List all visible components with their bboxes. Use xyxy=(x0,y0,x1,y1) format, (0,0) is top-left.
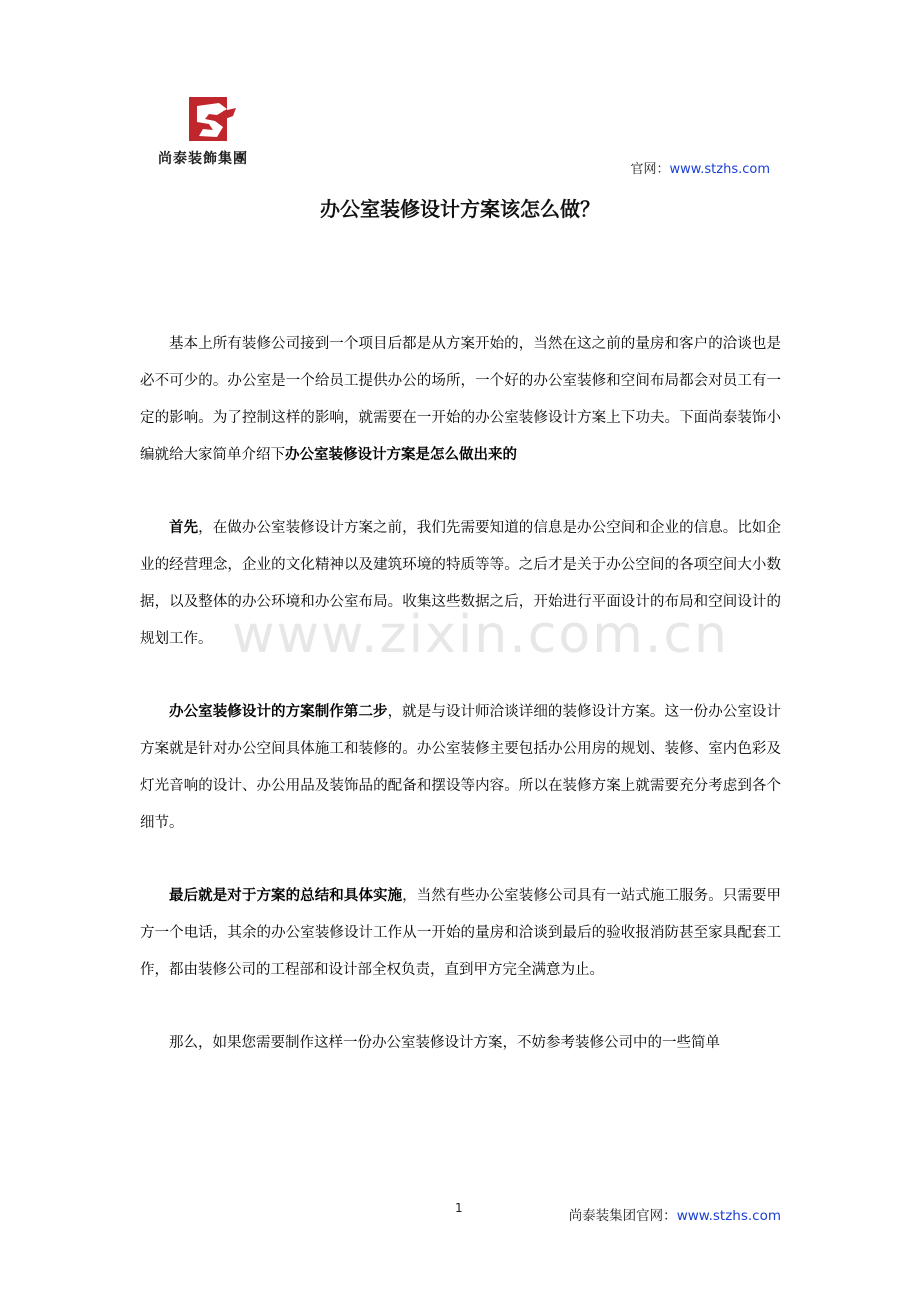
paragraph-text: ，当然有些办公室装修公司具有一站式施工服务。只需要甲方一个电话，其余的办公室装修设计工作从一开始的量房和洽谈到最后的验收报消防甚至家具配套工作，都由装修公司的工程部和设计部全权负责，直到甲方完全满意为止。 xyxy=(140,888,781,978)
paragraph-bold: 首先 xyxy=(169,520,199,536)
footer-site-label: 尚泰装集团官网： xyxy=(568,1208,677,1224)
paragraph-closing xyxy=(140,1025,781,1062)
footer-site-link[interactable]: www.stzhs.com xyxy=(676,1208,781,1224)
paragraph-intro xyxy=(140,326,781,474)
header-site-link[interactable]: www.stzhs.com xyxy=(669,162,770,177)
header-website xyxy=(631,158,770,177)
page-title: 办公室装修设计方案该怎么做？ xyxy=(320,197,600,221)
logo-text: 尚泰装飾集團 xyxy=(158,151,248,167)
paragraph-text: ，在做办公室装修设计方案之前，我们先需要知道的信息是办公空间和企业的信息。比如企业的经营理念，企业的文化精神以及建筑环境的特质等等。之后才是关于办公空间的各项空间大小数据，以及整体的办公环境和办公室布局。收集这些数据之后，开始进行平面设计的布局和空间设计的规划工作。 xyxy=(140,520,782,647)
paragraph-first xyxy=(140,510,781,658)
header-site-label: 官网： xyxy=(630,162,670,177)
paragraph-last xyxy=(140,878,781,989)
watermark: www.zixin.com.cn xyxy=(232,605,729,665)
paragraph-second xyxy=(140,694,781,842)
company-logo xyxy=(158,97,268,169)
paragraph-text: ，就是与设计师洽谈详细的装修设计方案。这一份办公室设计方案就是针对办公空间具体施工和装修的。办公室装修主要包括办公用房的规划、装修、室内色彩及灯光音响的设计、办公用品及装饰品的配备和摆设等内容。所以在装修方案上就需要充分考虑到各个细节。 xyxy=(140,704,782,831)
paragraph-text: 基本上所有装修公司接到一个项目后都是从方案开始的，当然在这之前的量房和客户的洽谈也是必不可少的。办公室是一个给员工提供办公的场所，一个好的办公室装修和空间布局都会对员工有一定的影响。为了控制这样的影响，就需要在一开始的办公室装修设计方案上下功夫。下面尚泰装饰小编就给大家简单介绍下 xyxy=(140,336,781,463)
article-body xyxy=(140,326,781,1098)
paragraph-bold: 办公室装修设计方案是怎么做出来的 xyxy=(285,447,517,463)
page-number: 1 xyxy=(455,1201,463,1215)
paragraph-bold: 最后就是对于方案的总结和具体实施 xyxy=(169,888,403,904)
paragraph-bold: 办公室装修设计的方案制作第二步 xyxy=(169,704,388,720)
logo-emblem-icon xyxy=(189,97,239,141)
paragraph-text: 那么，如果您需要制作这样一份办公室装修设计方案，不妨参考装修公司中的一些简单 xyxy=(169,1035,720,1051)
footer-website xyxy=(569,1204,781,1224)
